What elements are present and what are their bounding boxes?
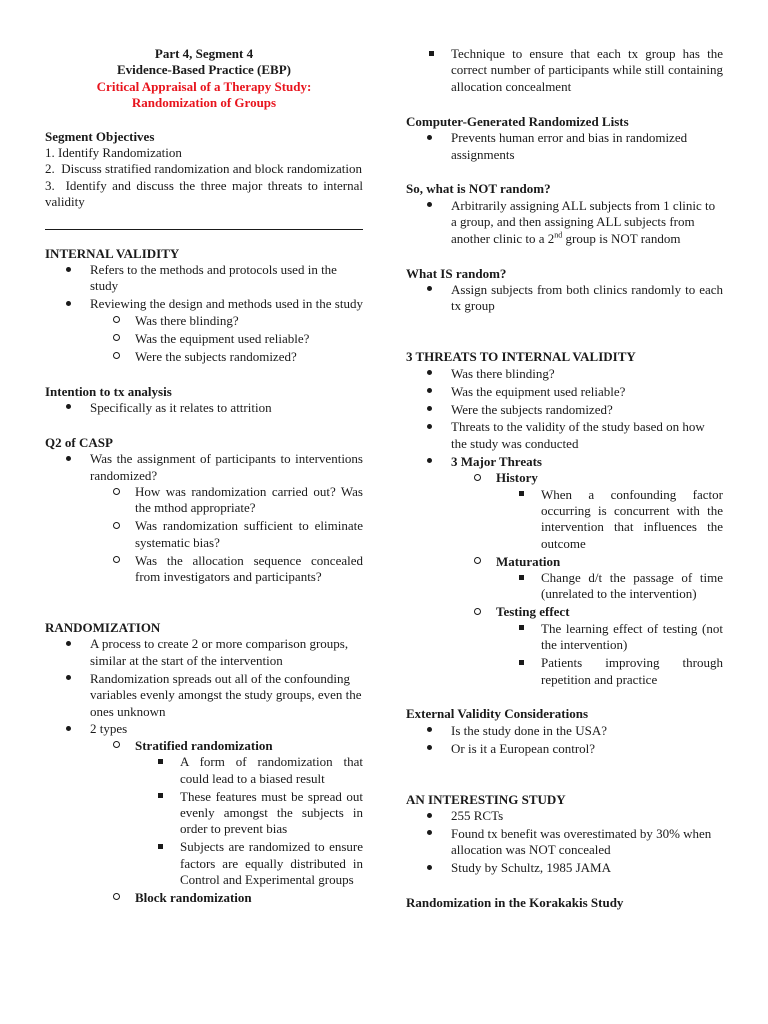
bullet-icon: [427, 741, 447, 757]
title-critical-appraisal: Critical Appraisal of a Therapy Study:: [96, 78, 312, 94]
list-item: Maturation Change d/t the passage of time (unrelated to the intervention): [406, 554, 723, 603]
list-item: Was the equipment used reliable?: [45, 331, 363, 347]
external-validity-heading: External Validity Considerations: [406, 706, 589, 722]
list-item: Was the allocation sequence concealed from investigators and participants?: [45, 553, 363, 586]
square-bullet-icon: [158, 839, 163, 855]
bullet-icon: [427, 282, 447, 298]
list-item: Change d/t the passage of time (unrelated to the intervention): [406, 570, 723, 603]
list-item: Technique to ensure that each tx group has the correct number of participants while still containing allocation concealment: [316, 46, 723, 95]
list-item: Study by Schultz, 1985 JAMA: [406, 860, 723, 876]
title-ebp: Evidence-Based Practice (EBP): [116, 62, 291, 78]
casp-heading: Q2 of CASP: [45, 434, 113, 450]
list-item: Prevents human error and bias in randomized assignments: [406, 130, 723, 163]
list-item: Was the assignment of participants to interventions randomized? How was randomization carried out? Was the mthod appropriate? Was randomization sufficient to eliminate systematic bias? Was the allocation sequence concealed from investigators and participants?: [45, 451, 363, 585]
list-item: These features must be spread out evenly amongst the subjects in order to prevent bias: [45, 789, 363, 838]
circle-bullet-icon: [113, 331, 120, 347]
list-item: Was there blinding?: [45, 313, 363, 329]
randomization-heading: RANDOMIZATION: [45, 619, 161, 635]
list-item: Was the equipment used reliable?: [406, 384, 723, 400]
bullet-icon: [427, 384, 447, 400]
list-item: Block randomization: [45, 890, 363, 906]
objective-3: 3. Identify and discuss the three major threats to internal validity: [45, 177, 363, 210]
randomization-list: [45, 636, 363, 906]
list-item: History When a confounding factor occurring is concurrent with the intervention that influences the outcome: [406, 470, 723, 552]
bullet-icon: [427, 130, 447, 146]
list-item: Were the subjects randomized?: [406, 402, 723, 418]
list-item: Found tx benefit was overestimated by 30% when allocation was NOT concealed: [406, 826, 723, 859]
square-bullet-icon: [519, 655, 524, 671]
threats-heading: 3 THREATS TO INTERNAL VALIDITY: [406, 349, 636, 365]
korakakis-heading: Randomization in the Korakakis Study: [406, 895, 624, 911]
objective-1: 1. Identify Randomization: [45, 145, 182, 161]
list-item: 3 Major Threats History When a confounding factor occurring is concurrent with the intervention that influences the outcome Maturation Change d/t the passage of time (unrelated to the intervention) Testing effect The learning effect of testing (not the intervention) Patients improving through repetition and practice: [406, 454, 723, 688]
square-bullet-icon: [519, 487, 524, 503]
bullet-icon: [427, 419, 447, 435]
list-item: Testing effect The learning effect of testing (not the intervention) Patients improving through repetition and practice: [406, 604, 723, 688]
bullet-icon: [66, 451, 86, 467]
is-random-heading: What IS random?: [406, 265, 507, 281]
internal-validity-heading: INTERNAL VALIDITY: [45, 245, 180, 261]
list-item: Threats to the validity of the study based on how the study was conducted: [406, 419, 723, 452]
list-item: Was there blinding?: [406, 366, 723, 382]
list-item: Arbitrarily assigning ALL subjects from 1 clinic to a group, and then assigning ALL subjects from another clinic to a 2nd group is NOT random: [406, 198, 723, 247]
bullet-icon: [66, 400, 86, 416]
itt-heading: Intention to tx analysis: [45, 383, 172, 399]
circle-bullet-icon: [474, 470, 481, 486]
list-item: Randomization spreads out all of the confounding variables evenly amongst the study groups, even the ones unknown: [45, 671, 363, 720]
title-part: Part 4, Segment 4: [154, 46, 254, 61]
list-item: Were the subjects randomized?: [45, 349, 363, 365]
square-bullet-icon: [158, 789, 163, 805]
list-item: Assign subjects from both clinics randomly to each tx group: [406, 282, 723, 315]
circle-bullet-icon: [113, 349, 120, 365]
itt-list: [45, 400, 363, 416]
computer-lists-list: [406, 130, 723, 163]
bullet-icon: [66, 296, 86, 312]
list-item: Or is it a European control?: [406, 741, 723, 757]
list-item: The learning effect of testing (not the intervention): [406, 621, 723, 654]
square-bullet-icon: [519, 621, 524, 637]
interesting-study-heading: AN INTERESTING STUDY: [406, 791, 566, 807]
title-randomization: Randomization of Groups: [131, 95, 277, 111]
list-item: Refers to the methods and protocols used in the study: [45, 262, 363, 295]
bullet-icon: [427, 860, 447, 876]
section-divider: [45, 229, 363, 230]
left-column: [45, 0, 363, 908]
not-random-heading: So, what is NOT random?: [406, 181, 551, 197]
list-item: Patients improving through repetition and practice: [406, 655, 723, 688]
right-column: [406, 0, 723, 912]
circle-bullet-icon: [474, 604, 481, 620]
circle-bullet-icon: [113, 313, 120, 329]
interesting-study-list: [406, 808, 723, 877]
list-item: 255 RCTs: [406, 808, 723, 824]
list-item: A form of randomization that could lead to a biased result: [45, 754, 363, 787]
external-validity-list: [406, 723, 723, 757]
circle-bullet-icon: [113, 553, 120, 569]
bullet-icon: [427, 454, 447, 470]
bullet-icon: [427, 808, 447, 824]
bullet-icon: [66, 262, 86, 278]
square-bullet-icon: [429, 46, 434, 62]
bullet-icon: [427, 723, 447, 739]
is-random-list: [406, 282, 723, 315]
not-random-list: [406, 198, 723, 247]
square-bullet-icon: [158, 754, 163, 770]
list-item: How was randomization carried out? Was the mthod appropriate?: [45, 484, 363, 517]
block-randomization-continued: [316, 46, 723, 95]
circle-bullet-icon: [113, 738, 120, 754]
bullet-icon: [66, 636, 86, 652]
internal-validity-list: [45, 262, 363, 365]
list-item: Stratified randomization A form of randomization that could lead to a biased result These features must be spread out evenly amongst the subjects in order to prevent bias Subjects are randomized to ensure factors are equally distributed in Control and Experimental groups: [45, 738, 363, 889]
list-item: When a confounding factor occurring is concurrent with the intervention that influences the outcome: [406, 487, 723, 553]
objective-2: 2. Discuss stratified randomization and block randomization: [45, 161, 362, 177]
square-bullet-icon: [519, 570, 524, 586]
bullet-icon: [66, 671, 86, 687]
list-item: 2 types Stratified randomization A form of randomization that could lead to a biased result These features must be spread out evenly amongst the subjects in order to prevent bias Subjects are randomized to ensure factors are equally distributed in Control and Experimental groups Block randomization: [45, 721, 363, 906]
circle-bullet-icon: [113, 518, 120, 534]
list-item: Was randomization sufficient to eliminate systematic bias?: [45, 518, 363, 551]
circle-bullet-icon: [474, 554, 481, 570]
bullet-icon: [427, 402, 447, 418]
bullet-icon: [427, 198, 447, 214]
list-item: A process to create 2 or more comparison groups, similar at the start of the intervention: [45, 636, 363, 669]
threats-list: [406, 366, 723, 688]
objectives-heading: Segment Objectives: [45, 128, 155, 144]
circle-bullet-icon: [113, 890, 120, 906]
bullet-icon: [427, 366, 447, 382]
casp-list: [45, 451, 363, 585]
bullet-icon: [66, 721, 86, 737]
list-item: Reviewing the design and methods used in the study Was there blinding? Was the equipment used reliable? Were the subjects randomized?: [45, 296, 363, 365]
list-item: Specifically as it relates to attrition: [45, 400, 363, 416]
computer-lists-heading: Computer-Generated Randomized Lists: [406, 113, 629, 129]
list-item: Is the study done in the USA?: [406, 723, 723, 739]
list-item: Subjects are randomized to ensure factors are equally distributed in Control and Experimental groups: [45, 839, 363, 888]
bullet-icon: [427, 826, 447, 842]
circle-bullet-icon: [113, 484, 120, 500]
